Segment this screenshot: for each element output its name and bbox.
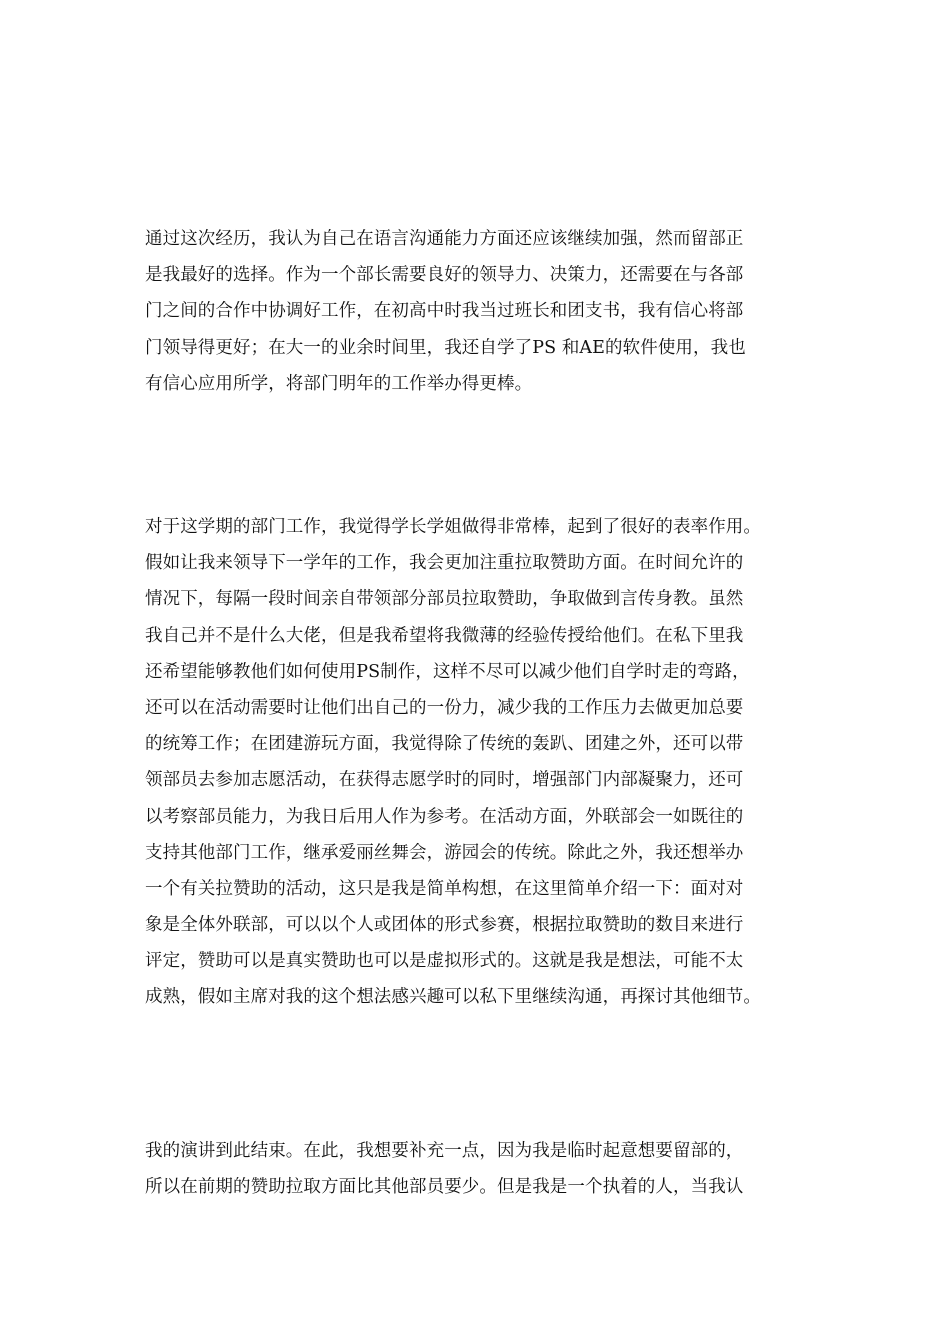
paragraph-line: 有信心应用所学，将部门明年的工作举办得更棒。 <box>145 373 533 394</box>
paragraph-line: 支持其他部门工作，继承爱丽丝舞会，游园会的传统。除此之外，我还想举办 <box>145 842 744 863</box>
paragraph-line: 的统筹工作；在团建游玩方面，我觉得除了传统的轰趴、团建之外，还可以带 <box>145 734 744 755</box>
paragraph-line: 评定，赞助可以是真实赞助也可以是虚拟形式的。这就是我是想法，可能不太 <box>145 951 744 972</box>
paragraph-line: 情况下，每隔一段时间亲自带领部分部员拉取赞助，争取做到言传身教。虽然 <box>145 589 744 610</box>
paragraph-line: 象是全体外联部，可以以个人或团体的形式参赛，根据拉取赞助的数目来进行 <box>145 915 744 936</box>
paragraph-line: 门领导得更好；在大一的业余时间里，我还自学了PS 和AE的软件使用，我也 <box>145 337 746 358</box>
paragraph-line: 门之间的合作中协调好工作，在初高中时我当过班长和团支书，我有信心将部 <box>145 301 744 322</box>
paragraph-line: 假如让我来领导下一学年的工作，我会更加注重拉取赞助方面。在时间允许的 <box>145 553 744 574</box>
paragraph-line: 以考察部员能力，为我日后用人作为参考。在活动方面，外联部会一如既往的 <box>145 806 744 827</box>
paragraph-line: 通过这次经历，我认为自己在语言沟通能力方面还应该继续加强，然而留部正 <box>145 229 744 249</box>
paragraph-line: 一个有关拉赞助的活动，这只是我是简单构想，在这里简单介绍一下：面对对 <box>145 878 744 899</box>
paragraph-1 <box>145 221 825 402</box>
paragraph-line: 所以在前期的赞助拉取方面比其他部员要少。但是我是一个执着的人，当我认 <box>145 1177 744 1198</box>
paragraph-2 <box>145 509 825 1016</box>
paragraph-line: 是我最好的选择。作为一个部长需要良好的领导力、决策力，还需要在与各部 <box>145 265 744 286</box>
paragraph-line: 对于这学期的部门工作，我觉得学长学姐做得非常棒，起到了很好的表率作用。 <box>145 517 761 537</box>
paragraph-line: 还可以在活动需要时让他们出自己的一份力，减少我的工作压力去做更加总要 <box>145 697 744 718</box>
paragraph-line: 我的演讲到此结束。在此，我想要补充一点，因为我是临时起意想要留部的， <box>145 1141 744 1161</box>
paragraph-line: 领部员去参加志愿活动，在获得志愿学时的同时，增强部门内部凝聚力，还可 <box>145 770 744 791</box>
paragraph-line: 成熟，假如主席对我的这个想法感兴趣可以私下里继续沟通，再探讨其他细节。 <box>145 987 761 1008</box>
paragraph-3 <box>145 1133 825 1205</box>
paragraph-line: 还希望能够教他们如何使用PS制作，这样不尽可以减少他们自学时走的弯路， <box>145 661 750 682</box>
paragraph-line: 我自己并不是什么大佬，但是我希望将我微薄的经验传授给他们。在私下里我 <box>145 625 744 646</box>
